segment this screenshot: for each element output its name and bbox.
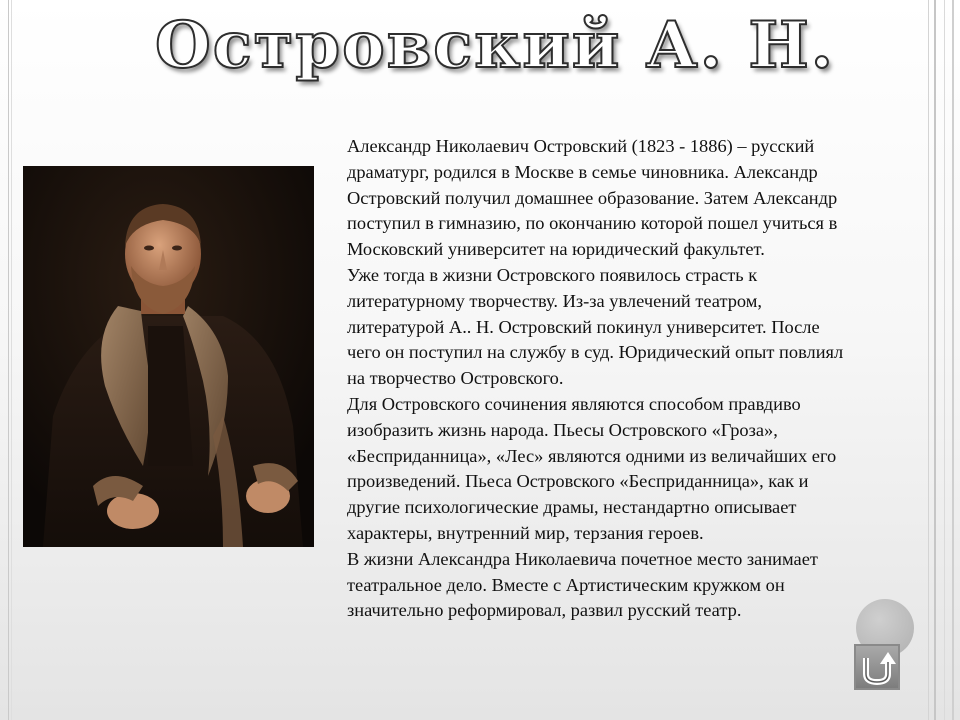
bio-line-3: Островский получил домашнее образование. Затем Александр [347,187,838,208]
right-edge-rule-2 [934,0,936,720]
return-arrow-icon [856,646,898,688]
bio-line-8: литературой А.. Н. Островский покинул университет. После [347,316,820,337]
bio-line-18: театральное дело. Вместе с Артистическим кружком он [347,574,785,595]
portrait-image [23,166,314,547]
bio-line-10: на творчество Островского. [347,368,564,389]
bio-line-15: другие психологические драмы, нестандартно описывает [347,497,797,518]
bio-line-2: драматург, родился в Москве в семье чиновника. Александр [347,161,818,182]
bio-line-4: поступил в гимназию, по окончанию которой пошел учиться в [347,213,838,234]
slide-title: Островский А. Н. [154,8,836,83]
return-button[interactable] [854,644,900,690]
bio-line-6: Уже тогда в жизни Островского появилось страсть к [347,264,758,285]
bio-line-5: Московский университет на юридический факультет. [347,239,765,260]
bio-line-19: значительно реформировал, развил русский театр. [347,600,742,621]
bio-line-14: произведений. Пьеса Островского «Бесприданница», как и [347,471,809,492]
bio-line-1: Александр Николаевич Островский (1823 - 1886) – русский [347,136,815,156]
bio-line-12: изобразить жизнь народа. Пьесы Островского «Гроза», [347,419,778,440]
bio-line-13: «Бесприданница», «Лес» являются одними из величайших его [347,445,837,466]
bio-line-11: Для Островского сочинения являются способом правдиво [347,393,801,414]
left-edge-rule [8,0,9,720]
left-edge-rule-inner [11,0,12,720]
bio-line-7: литературному творчеству. Из-за увлечений театром, [347,290,762,311]
bio-line-9: чего он поступил на службу в суд. Юридический опыт повлиял [347,342,844,363]
right-edge-rule-4 [952,0,954,720]
right-edge-rule-1 [928,0,929,720]
biography-text [347,134,927,624]
portrait-drawing [23,166,314,547]
right-edge-rule-3 [944,0,945,720]
bio-line-17: В жизни Александра Николаевича почетное место занимает [347,548,818,569]
bio-line-16: характеры, внутренний мир, терзания героев. [347,522,704,543]
